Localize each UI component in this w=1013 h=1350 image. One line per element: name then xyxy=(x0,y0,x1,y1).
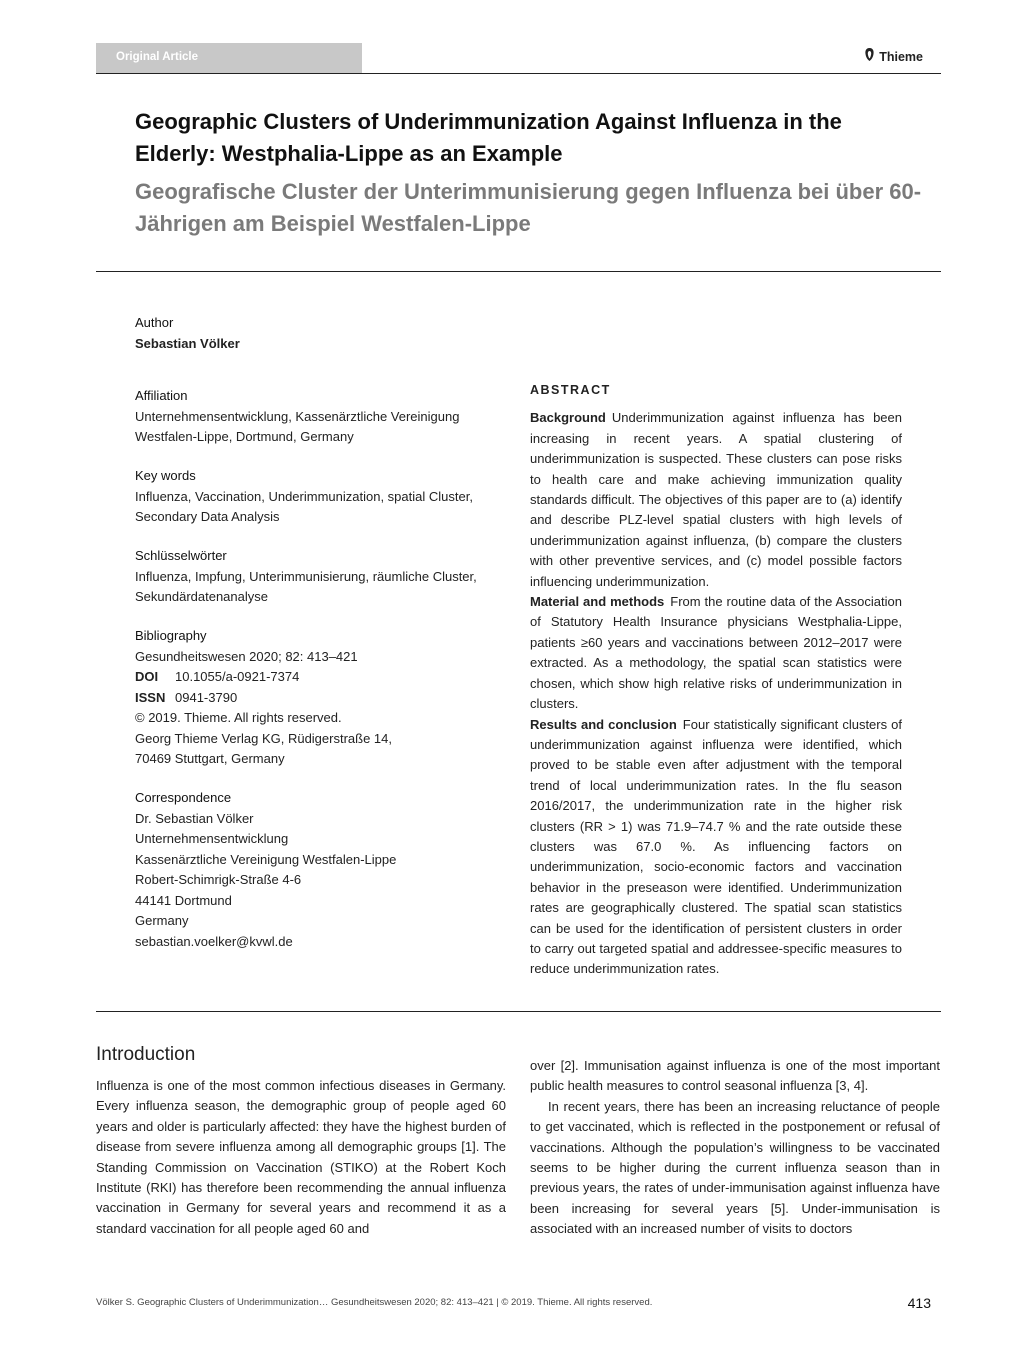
introduction-heading: Introduction xyxy=(96,1044,196,1065)
author-label: Author xyxy=(135,315,174,330)
section-label: Original Article xyxy=(116,51,199,63)
abstract-divider xyxy=(96,1011,941,1012)
bibliography-citation: Gesundheitswesen 2020; 82: 413–421 xyxy=(135,648,358,664)
affiliation-block xyxy=(135,386,510,448)
issn-line xyxy=(135,688,510,709)
issn-label: ISSN xyxy=(135,689,166,705)
publisher-name: Thieme xyxy=(879,50,923,64)
author-name: Sebastian Völker xyxy=(135,335,240,351)
introduction-column-left xyxy=(96,1076,506,1239)
copyright-text: © 2019. Thieme. All rights reserved. xyxy=(135,710,342,725)
author-block xyxy=(135,313,510,354)
results-label: Results and conclusion xyxy=(530,716,677,732)
abstract-results xyxy=(530,715,902,980)
abstract-background xyxy=(530,408,902,592)
bibliography-label: Bibliography xyxy=(135,628,207,643)
doi-label: DOI xyxy=(135,669,159,684)
keywords-block xyxy=(135,466,510,528)
abstract-methods xyxy=(530,592,902,714)
introduction-paragraph: Influenza is one of the most common infectious diseases in Germany. Every influenza season, the demographic group of people aged 60 years and older is particularly affected: they have the highest burden of disease from severe influenza among all demographic groups [1]. The Standing Commission on Vaccination (STIKO) at the Robert Koch Institute (RKI) has therefore been recommending the annual influenza vaccination in Germany for several years and recommend it as a standard vaccination for all people aged 60 and xyxy=(96,1078,506,1236)
affiliation-text: Unternehmensentwicklung, Kassenärztliche Vereinigung Westfalen-Lippe, Dortmund, Germany xyxy=(135,408,460,444)
correspondence-block xyxy=(135,788,510,952)
doi-link[interactable]: 10.1055/a-0921-7374 xyxy=(175,669,300,684)
correspondence-email-link[interactable]: sebastian.voelker@kvwl.de xyxy=(135,933,293,949)
section-label-tab xyxy=(96,43,362,74)
abstract-heading: ABSTRACT xyxy=(530,383,611,397)
header-divider xyxy=(96,73,941,74)
correspondence-line: Germany xyxy=(135,913,189,928)
results-text: Four statistically significant clusters of underimmunization against influenza were identified, which proved to be stable even after adjustment with the temporal trend of local underimmunization rates. In the flu season 2016/2017, the underimmunization rate in the higher risk clusters (RR > 1) was 71.9–74.7 % and the rate outside these clusters was 67.0 %. As influencing factors on underimmunization, socio-economic factors and vaccination behavior in the preseason were identified. Underimmunization rates are geographically clustered. The spatial scan statistics can be used for the identification of persistent clusters in order to carry out targeted spatial and addressee-specific measures to reduce underimmunization rates. xyxy=(530,716,903,977)
schluesselwoerter-text: Influenza, Impfung, Unterimmunisierung, räumliche Cluster, Sekundärdatenanalyse xyxy=(135,568,477,604)
background-label: Background xyxy=(530,410,606,426)
abstract-section xyxy=(530,380,902,980)
article-title-german: Geografische Cluster der Unterimmunisierung gegen Influenza bei über 60-Jährigen am Beispiel Westfalen-Lippe xyxy=(135,179,922,236)
publisher-logo xyxy=(864,48,923,64)
issn-value: 0941-3790 xyxy=(175,689,238,705)
footer-citation: Völker S. Geographic Clusters of Underimmunization… Gesundheitswesen 2020; 82: 413–421 | © 2019. Thieme. All rights reserved. xyxy=(96,1297,653,1308)
affiliation-label: Affiliation xyxy=(135,388,188,403)
correspondence-label: Correspondence xyxy=(135,790,232,805)
background-text: Underimmunization against influenza has been increasing in recent years. A spatial clustering of underimmunization is suspected. These clusters can pose risks to health care and make achieving immunization quality standards difficult. The objectives of this paper are to (a) identify and describe PLZ-level spatial clusters with high levels of underimmunization against influenza, (b) compare the clusters with other preventive services, and (c) model possible factors influencing underimmunization. xyxy=(530,410,902,589)
introduction-paragraph-continued: over [2]. Immunisation against influenza is one of the most important public health measures to control seasonal influenza [3, 4]. xyxy=(530,1058,940,1094)
correspondence-line: Kassenärztliche Vereinigung Westfalen-Lippe xyxy=(135,851,397,867)
schluesselwoerter-block xyxy=(135,546,510,608)
publisher-address-line2: 70469 Stuttgart, Germany xyxy=(135,751,285,766)
correspondence-line: Robert-Schimrigk-Straße 4-6 xyxy=(135,872,302,887)
correspondence-line: Dr. Sebastian Völker xyxy=(135,810,254,826)
methods-label: Material and methods xyxy=(530,594,665,610)
doi-line xyxy=(135,667,510,688)
thieme-logo-icon xyxy=(864,48,875,64)
correspondence-line: Unternehmensentwicklung xyxy=(135,831,289,846)
bibliography-block xyxy=(135,626,510,770)
article-title-english: Geographic Clusters of Underimmunization Against Influenza in the Elderly: Westphalia-Lippe as an Example xyxy=(135,109,842,166)
publisher-address-line1: Georg Thieme Verlag KG, Rüdigerstraße 14, xyxy=(135,730,392,746)
methods-text: From the routine data of the Association of Statutory Health Insurance physicians Westphalia-Lippe, patients ≥60 years and vaccinations between 2012–2017 were extracted. As a methodology, the spatial scan statistics were chosen, which show high relative risks of underimmunization in clusters. xyxy=(530,594,902,712)
introduction-paragraph: In recent years, there has been an increasing reluctance of people to get vaccinated, which is reflected in the postponement or refusal of vaccinations. Although the population’s willingness to be vaccinated seems to be higher during the current influenza season than in previous years, the rates of under-immunisation against influenza have been increasing for several years [5]. Under-immunisation is associated with an increased number of visits to doctors xyxy=(530,1098,940,1237)
correspondence-line: 44141 Dortmund xyxy=(135,892,232,908)
keywords-text: Influenza, Vaccination, Underimmunization, spatial Cluster, Secondary Data Analysis xyxy=(135,488,473,524)
page-number: 413 xyxy=(907,1295,931,1311)
keywords-label: Key words xyxy=(135,468,196,483)
introduction-column-right xyxy=(530,1056,940,1240)
schluesselwoerter-label: Schlüsselwörter xyxy=(135,548,227,563)
title-divider xyxy=(96,271,941,272)
